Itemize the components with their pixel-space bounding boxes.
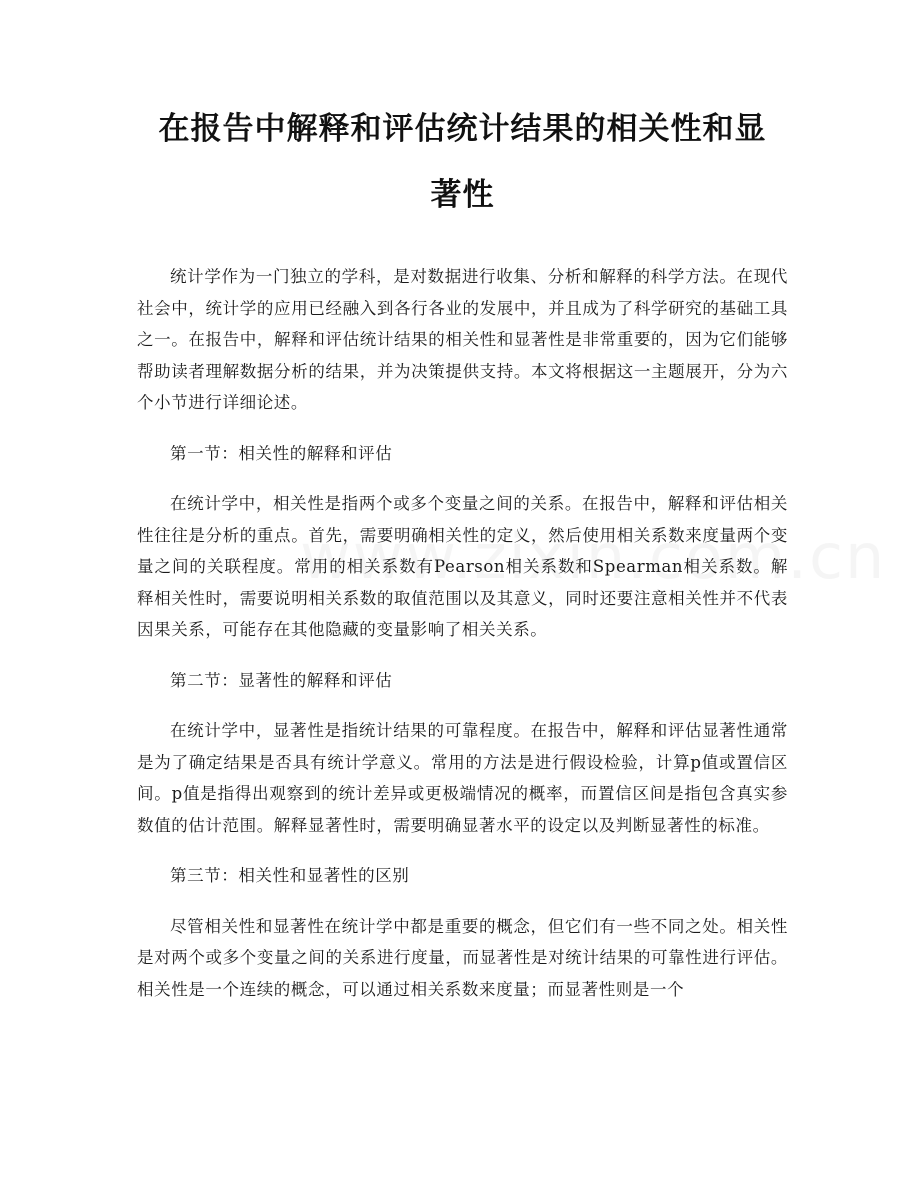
intro-paragraph: 统计学作为一门独立的学科，是对数据进行收集、分析和解释的科学方法。在现代社会中，统计学的应用已经融入到各行各业的发展中，并且成为了科学研究的基础工具之一。在报告中，解释和评估统计结果的相关性和显著性是非常重要的，因为它们能够帮助读者理解数据分析的结果，并为决策提供支持。本文将根据这一主题展开，分为六个小节进行详细论述。: [137, 267, 788, 412]
section-2-paragraph: 在统计学中，显著性是指统计结果的可靠程度。在报告中，解释和评估显著性通常是为了确定结果是否具有统计学意义。常用的方法是进行假设检验，计算p值或置信区间。p值是指得出观察到的统计差异或更极端情况的概率，而置信区间是指包含真实参数值的估计范围。解释显著性时，需要明确显著水平的设定以及判断显著性的标准。: [137, 721, 788, 835]
section-3-paragraph: 尽管相关性和显著性在统计学中都是重要的概念，但它们有一些不同之处。相关性是对两个或多个变量之间的关系进行度量，而显著性是对统计结果的可靠性进行评估。相关性是一个连续的概念，可以通过相关系数来度量；而显著性则是一个: [137, 916, 788, 999]
document-body: [137, 261, 788, 1005]
document-title: 在报告中解释和评估统计结果的相关性和显著性: [158, 111, 767, 213]
section-heading-1: 第一节：相关性的解释和评估: [170, 443, 393, 463]
section-heading-3: 第三节：相关性和显著性的区别: [170, 866, 410, 885]
section-heading-2: 第二节：显著性的解释和评估: [170, 670, 393, 690]
section-1-paragraph: 在统计学中，相关性是指两个或多个变量之间的关系。在报告中，解释和评估相关性往往是分析的重点。首先，需要明确相关性的定义，然后使用相关系数来度量两个变量之间的关联程度。常用的相关系数有Pearson相关系数和Spearman相关系数。解释相关性时，需要说明相关系数的取值范围以及其意义，同时还要注意相关性并不代表因果关系，可能存在其他隐藏的变量影响了相关关系。: [137, 494, 788, 639]
